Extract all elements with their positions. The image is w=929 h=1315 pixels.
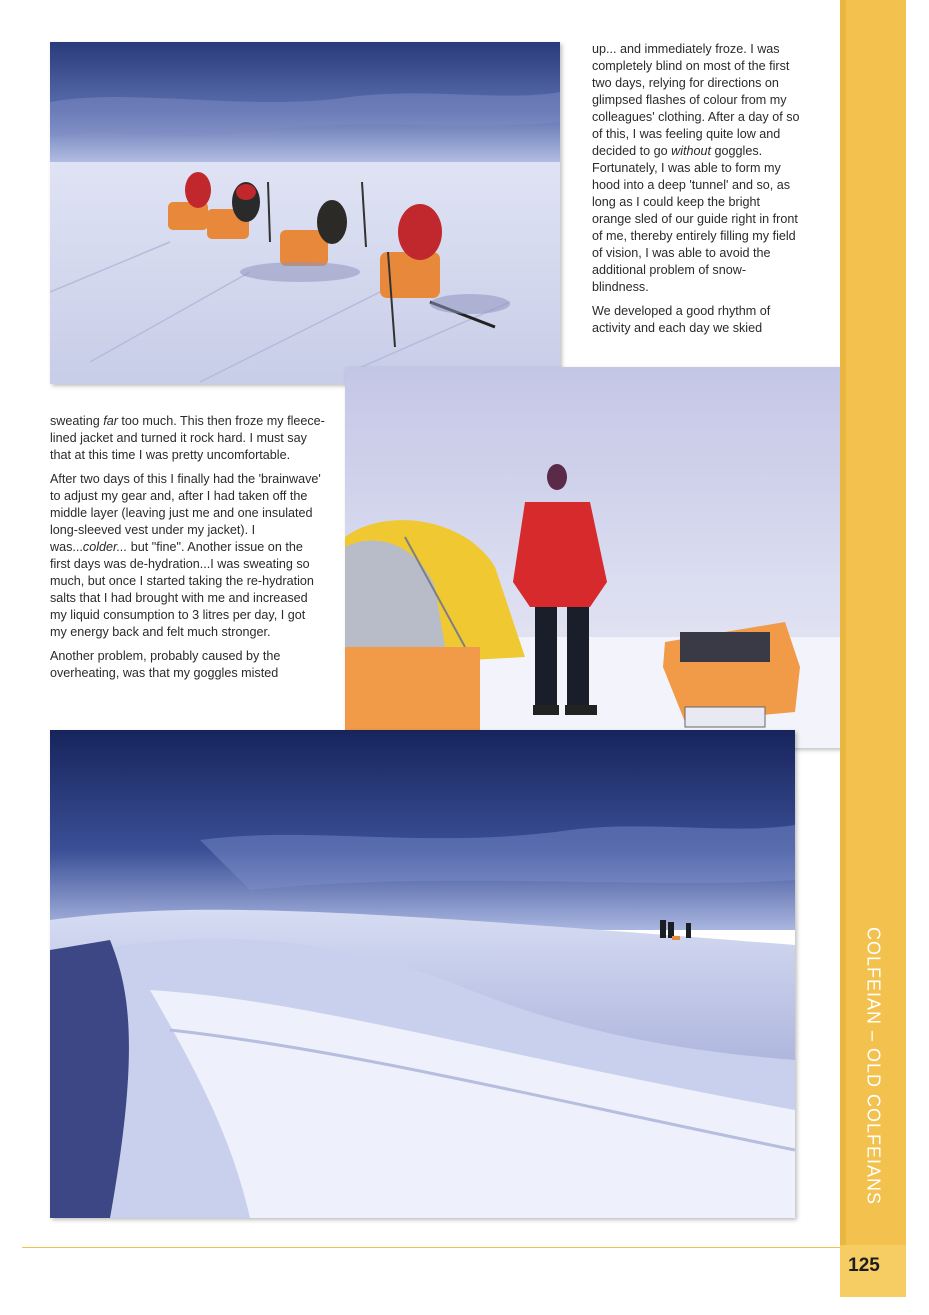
footer-rule — [22, 1247, 840, 1248]
article-column-top — [592, 41, 802, 344]
article-column-middle — [50, 413, 325, 689]
article-paragraph: Another problem, probably caused by the overheating, was that my goggles misted — [50, 649, 281, 680]
article-paragraph: We developed a good rhythm of activity and each day we skied — [592, 304, 771, 335]
section-title: COLFEIAN – OLD COLFEIANS — [863, 926, 884, 1206]
article-paragraph: up... and immediately froze. I was completely blind on most of the first two days, relying for directions on glimpsed flashes of colour from my colleagues' clothing. After a day of so of this, I was feeling quite low and decided to go without goggles. Fortunately, I was able to form my hood into a deep 'tunnel' and so, as long as I could keep the bright orange sled of our guide right in front of me, thereby entirely filling my field of vision, I was able to avoid the additional problem of snow-blindness. — [592, 42, 800, 294]
photo-snow-drifts — [50, 730, 795, 1218]
photo-camp-tent — [345, 367, 855, 748]
article-paragraph: sweating far too much. This then froze my fleece-lined jacket and turned it rock hard. I must say that at this time I was pretty uncomfortable. — [50, 414, 325, 462]
article-paragraph: After two days of this I finally had the 'brainwave' to adjust my gear and, after I had taken off the middle layer (leaving just me and one insulated long-sleeved vest under my jacket). I was...colder... but "fine". Another issue on the first days was de-hydration...I was sweating so much, but once I started taking the re-hydration salts that I had brought with me and increased my liquid consumption to 3 litres per day, I got my energy back and felt much stronger. — [50, 472, 321, 639]
sidebar-shade — [840, 0, 846, 1297]
page-number: 125 — [848, 1255, 880, 1276]
photo-skiers-resting — [50, 42, 560, 384]
